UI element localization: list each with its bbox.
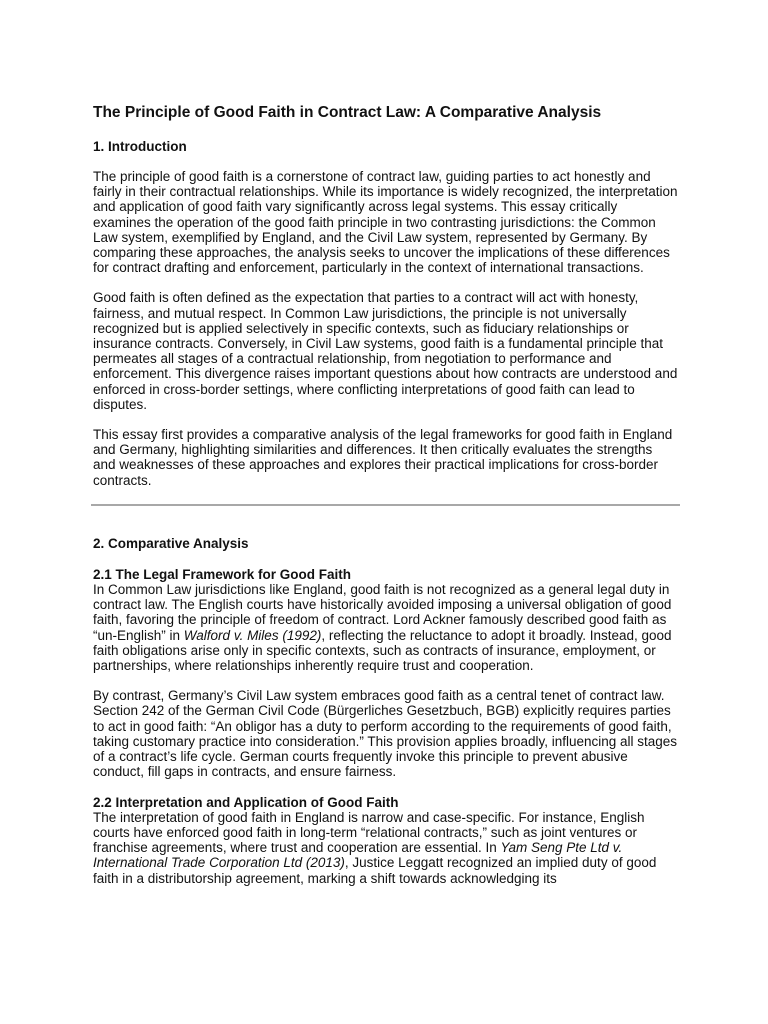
paragraph-text: In Common Law jurisdictions like England, good faith is not recognized as a general legal duty in contract law. The English courts have historically avoided imposing a universal obligation of good faith, favoring the principle of freedom of contract. Lord Ackner famously described good faith as “un-English” in: [93, 582, 672, 643]
document-title: The Principle of Good Faith in Contract Law: A Comparative Analysis: [93, 104, 602, 121]
subsection-2-1-paragraph-1: [93, 567, 678, 673]
intro-paragraph-3: This essay first provides a comparative analysis of the legal frameworks for good faith in England and Germany, highlighting similarities and differences. It then critically evaluates the strengths and weaknesses of these approaches and explores their practical implications for cross-border contracts.: [93, 427, 673, 488]
paragraph-text: The interpretation of good faith in England is narrow and case-specific. For instance, English courts have enforced good faith in long-term “relational contracts,” such as joint ventures or franchise agreements, where trust and cooperation are essential. In: [93, 809, 645, 856]
document-page: [93, 102, 678, 886]
section-heading-introduction: 1. Introduction: [93, 139, 187, 154]
intro-paragraph-2: Good faith is often defined as the expectation that parties to a contract will act with honesty, fairness, and mutual respect. In Common Law jurisdictions, the principle is not universally recognized but is applied selectively in specific contexts, such as fiduciary relationships or insurance contracts. Conversely, in Civil Law systems, good faith is a fundamental principle that permeates all stages of a contractual relationship, from negotiation to performance and enforcement. This divergence raises important questions about how contracts are understood and enforced in cross-border settings, where conflicting interpretations of good faith can lead to disputes.: [93, 290, 678, 412]
subsection-2-2-paragraph-1: [93, 795, 678, 886]
case-citation: Yam Seng Pte Ltd v. International Trade Corporation Ltd (2013): [93, 840, 623, 871]
subsection-2-1-paragraph-2: By contrast, Germany’s Civil Law system embraces good faith as a central tenet of contract law. Section 242 of the German Civil Code (Bürgerliches Gesetzbuch, BGB) explicitly requires parties to act in good faith: “An obligor has a duty to perform according to the requirements of good faith, taking customary practice into consideration.” This provision applies broadly, influencing all stages of a contract’s life cycle. German courts frequently invoke this principle to prevent abusive conduct, fill gaps in contracts, and ensure fairness.: [93, 688, 678, 780]
subsection-heading-2-1: 2.1 The Legal Framework for Good Faith: [93, 566, 352, 582]
paragraph-text: , Justice Leggatt recognized an implied duty of good faith in a distributorship agreement, marking a shift towards acknowledging its: [93, 855, 657, 886]
intro-paragraph-1: The principle of good faith is a cornerstone of contract law, guiding parties to act honestly and fairly in their contractual relationships. While its importance is widely recognized, the interpretation and application of good faith vary significantly across legal systems. This essay critically examines the operation of the good faith principle in two contrasting jurisdictions: the Common Law system, exemplified by England, and the Civil Law system, represented by Germany. By comparing these approaches, the analysis seeks to uncover the implications of these differences for contract drafting and enforcement, particularly in the context of international transactions.: [93, 169, 678, 276]
subsection-heading-2-2: 2.2 Interpretation and Application of Good Faith: [93, 794, 399, 810]
paragraph-text: , reflecting the reluctance to adopt it broadly. Instead, good faith obligations arise only in specific contexts, such as contracts of insurance, employment, or partnerships, where relationships inherently require trust and cooperation.: [93, 627, 672, 674]
section-heading-comparative-analysis: 2. Comparative Analysis: [93, 535, 249, 551]
case-citation: Walford v. Miles (1992): [183, 627, 322, 643]
section-divider: [91, 504, 680, 506]
